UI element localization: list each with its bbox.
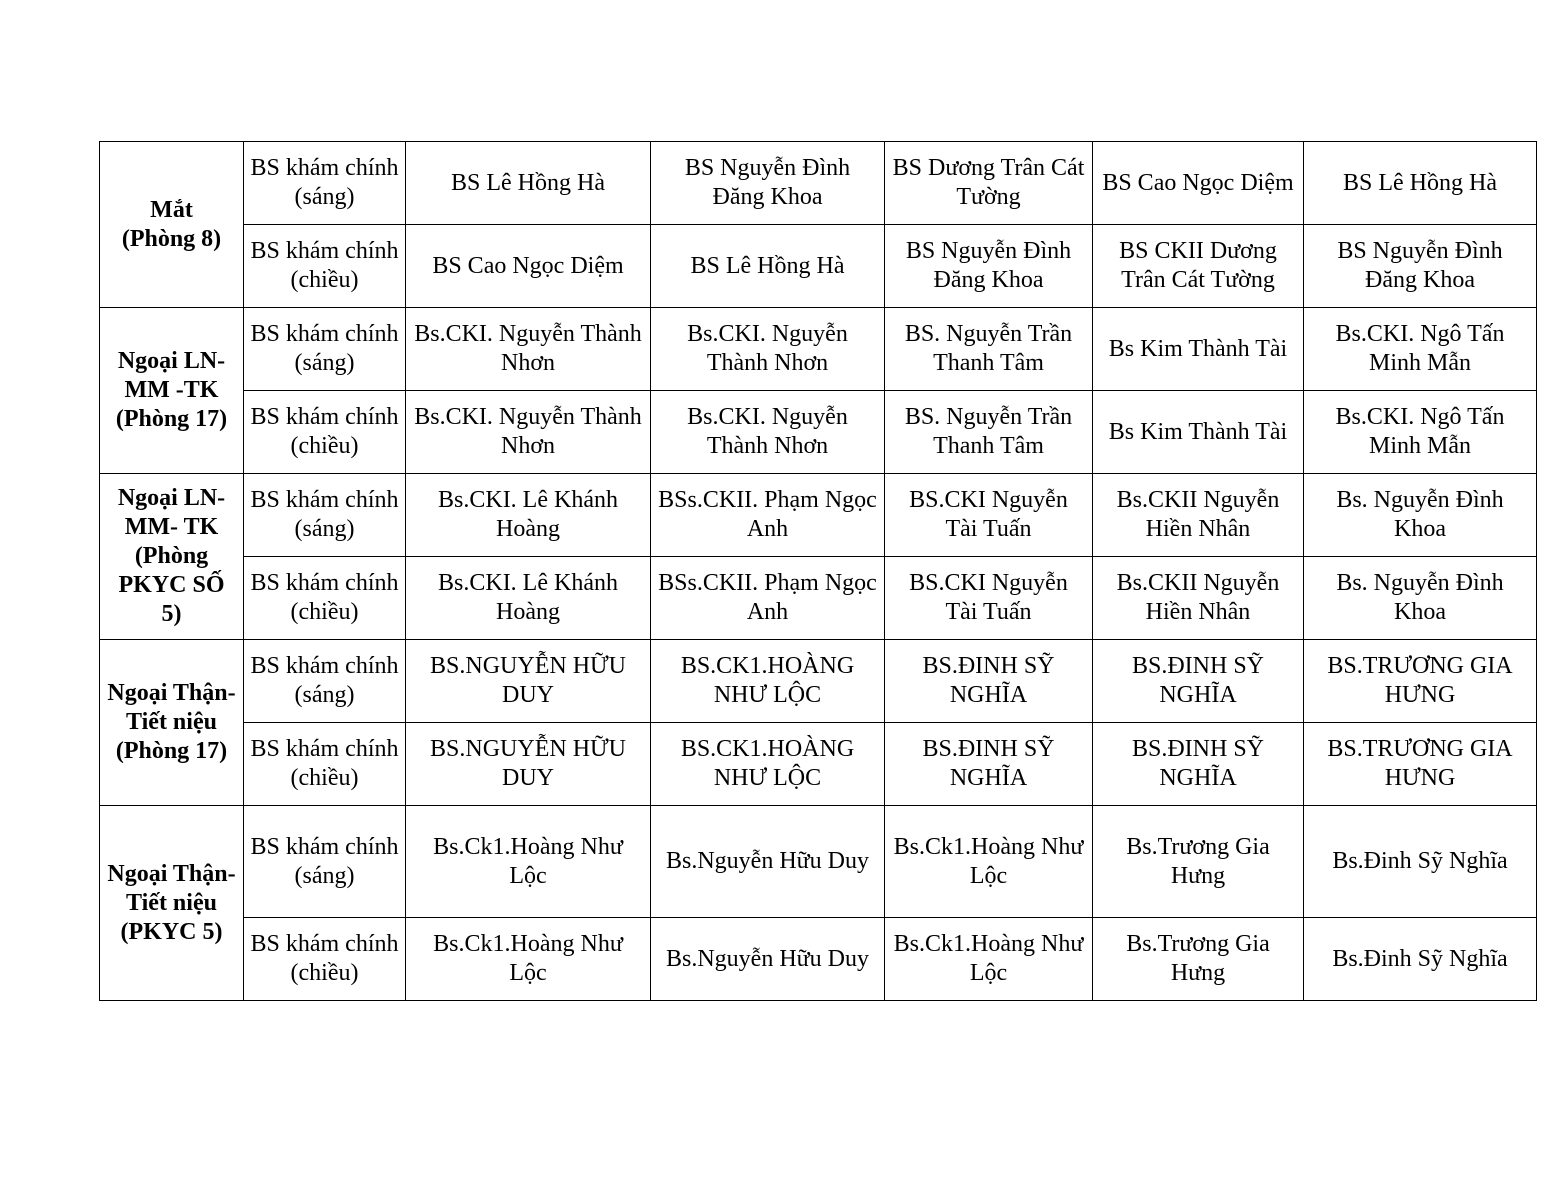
doctor-cell: BS.NGUYỄN HỮU DUY	[406, 640, 651, 723]
doctor-cell: BS Lê Hồng Hà	[1304, 142, 1537, 225]
doctor-cell: BS.TRƯƠNG GIA HƯNG	[1304, 723, 1537, 806]
doctor-cell: BS.CK1.HOÀNG NHƯ LỘC	[651, 723, 885, 806]
doctor-cell: BS.CKI Nguyễn Tài Tuấn	[885, 474, 1093, 557]
doctor-cell: BS Nguyễn Đình Đăng Khoa	[885, 225, 1093, 308]
doctor-cell: Bs.CKII Nguyễn Hiền Nhân	[1093, 474, 1304, 557]
doctor-cell: BS.ĐINH SỸ NGHĨA	[885, 723, 1093, 806]
doctor-cell: BS.NGUYỄN HỮU DUY	[406, 723, 651, 806]
shift-cell: BS khám chính (sáng)	[244, 640, 406, 723]
department-cell: Mắt (Phòng 8)	[100, 142, 244, 308]
doctor-cell: Bs.Ck1.Hoàng Như Lộc	[885, 918, 1093, 1001]
doctor-cell: BS. Nguyễn Trần Thanh Tâm	[885, 391, 1093, 474]
shift-cell: BS khám chính (chiều)	[244, 723, 406, 806]
doctor-cell: Bs.CKII Nguyễn Hiền Nhân	[1093, 557, 1304, 640]
doctor-cell: Bs.CKI. Nguyễn Thành Nhơn	[651, 391, 885, 474]
shift-cell: BS khám chính (sáng)	[244, 474, 406, 557]
shift-cell: BS khám chính (sáng)	[244, 142, 406, 225]
doctor-cell: Bs.CKI. Nguyễn Thành Nhơn	[406, 391, 651, 474]
doctor-cell: Bs.CKI. Ngô Tấn Minh Mẫn	[1304, 391, 1537, 474]
doctor-cell: BS. Nguyễn Trần Thanh Tâm	[885, 308, 1093, 391]
department-cell: Ngoại LN-MM- TK (Phòng PKYC SỐ 5)	[100, 474, 244, 640]
shift-cell: BS khám chính (sáng)	[244, 806, 406, 918]
doctor-cell: Bs.CKI. Nguyễn Thành Nhơn	[406, 308, 651, 391]
doctor-cell: BSs.CKII. Phạm Ngọc Anh	[651, 474, 885, 557]
doctor-cell: Bs.Ck1.Hoàng Như Lộc	[406, 918, 651, 1001]
shift-cell: BS khám chính (chiều)	[244, 225, 406, 308]
doctor-cell: BSs.CKII. Phạm Ngọc Anh	[651, 557, 885, 640]
schedule-table	[99, 141, 1537, 1001]
doctor-cell: Bs Kim Thành Tài	[1093, 308, 1304, 391]
doctor-cell: BS.ĐINH SỸ NGHĨA	[1093, 640, 1304, 723]
doctor-cell: Bs.Nguyễn Hữu Duy	[651, 918, 885, 1001]
table-row	[100, 225, 1537, 308]
table-row	[100, 723, 1537, 806]
table-row	[100, 918, 1537, 1001]
doctor-cell: Bs.Đinh Sỹ Nghĩa	[1304, 806, 1537, 918]
table-row	[100, 806, 1537, 918]
doctor-cell: BS Nguyễn Đình Đăng Khoa	[1304, 225, 1537, 308]
doctor-cell: Bs.Nguyễn Hữu Duy	[651, 806, 885, 918]
doctor-cell: BS Cao Ngọc Diệm	[1093, 142, 1304, 225]
doctor-cell: Bs Kim Thành Tài	[1093, 391, 1304, 474]
doctor-cell: Bs. Nguyễn Đình Khoa	[1304, 557, 1537, 640]
table-row	[100, 142, 1537, 225]
doctor-cell: BS.CK1.HOÀNG NHƯ LỘC	[651, 640, 885, 723]
doctor-cell: Bs.CKI. Ngô Tấn Minh Mẫn	[1304, 308, 1537, 391]
doctor-cell: BS.CKI Nguyễn Tài Tuấn	[885, 557, 1093, 640]
table-row	[100, 474, 1537, 557]
doctor-cell: Bs. Nguyễn Đình Khoa	[1304, 474, 1537, 557]
doctor-cell: BS Lê Hồng Hà	[406, 142, 651, 225]
doctor-cell: BS Cao Ngọc Diệm	[406, 225, 651, 308]
department-cell: Ngoại LN-MM -TK (Phòng 17)	[100, 308, 244, 474]
doctor-cell: Bs.Đinh Sỹ Nghĩa	[1304, 918, 1537, 1001]
department-cell: Ngoại Thận-Tiết niệu (PKYC 5)	[100, 806, 244, 1001]
doctor-cell: Bs.Ck1.Hoàng Như Lộc	[406, 806, 651, 918]
table-row	[100, 557, 1537, 640]
doctor-cell: BS CKII Dương Trân Cát Tường	[1093, 225, 1304, 308]
doctor-cell: Bs.Trương Gia Hưng	[1093, 918, 1304, 1001]
department-cell: Ngoại Thận-Tiết niệu (Phòng 17)	[100, 640, 244, 806]
doctor-cell: BS.TRƯƠNG GIA HƯNG	[1304, 640, 1537, 723]
doctor-cell: Bs.CKI. Lê Khánh Hoàng	[406, 557, 651, 640]
doctor-cell: BS.ĐINH SỸ NGHĨA	[885, 640, 1093, 723]
shift-cell: BS khám chính (chiều)	[244, 557, 406, 640]
doctor-cell: BS Nguyễn Đình Đăng Khoa	[651, 142, 885, 225]
shift-cell: BS khám chính (chiều)	[244, 918, 406, 1001]
doctor-cell: Bs.CKI. Nguyễn Thành Nhơn	[651, 308, 885, 391]
doctor-cell: Bs.Trương Gia Hưng	[1093, 806, 1304, 918]
table-row	[100, 391, 1537, 474]
doctor-cell: BS Lê Hồng Hà	[651, 225, 885, 308]
doctor-cell: BS.ĐINH SỸ NGHĨA	[1093, 723, 1304, 806]
table-row	[100, 640, 1537, 723]
table-row	[100, 308, 1537, 391]
doctor-cell: BS Dương Trân Cát Tường	[885, 142, 1093, 225]
shift-cell: BS khám chính (sáng)	[244, 308, 406, 391]
doctor-cell: Bs.CKI. Lê Khánh Hoàng	[406, 474, 651, 557]
doctor-cell: Bs.Ck1.Hoàng Như Lộc	[885, 806, 1093, 918]
shift-cell: BS khám chính (chiều)	[244, 391, 406, 474]
